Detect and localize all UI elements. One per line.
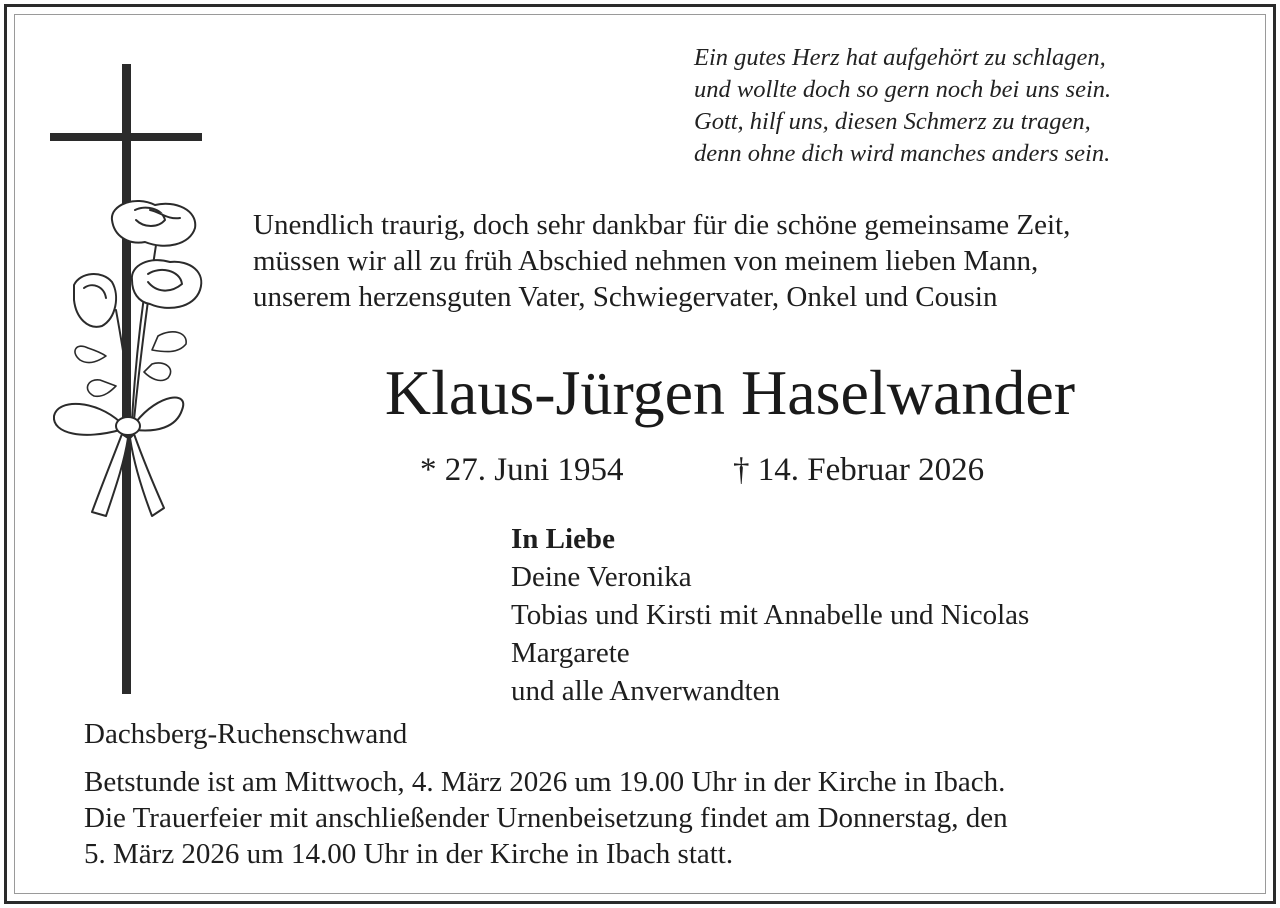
service-details [84, 764, 1234, 872]
family-member: Tobias und Kirsti mit Annabelle und Nicolas [511, 599, 1030, 631]
death-date: † 14. Februar 2026 [733, 452, 985, 488]
place-of-residence: Dachsberg-Ruchenschwand [84, 718, 408, 750]
intro-line: müssen wir all zu früh Abschied nehmen von meinem lieben Mann, [253, 245, 1039, 277]
memorial-poem [694, 42, 1234, 170]
family-signature [511, 520, 1211, 710]
service-line: 5. März 2026 um 14.00 Uhr in der Kirche in Ibach statt. [84, 838, 734, 870]
deceased-name: Klaus-Jürgen Haselwander [384, 357, 1076, 428]
intro-text [253, 207, 1263, 315]
poem-line: denn ohne dich wird manches anders sein. [694, 140, 1111, 167]
intro-line: Unendlich traurig, doch sehr dankbar für die schöne gemeinsame Zeit, [253, 209, 1071, 241]
poem-line: und wollte doch so gern noch bei uns sein. [694, 76, 1112, 103]
poem-line: Gott, hilf uns, diesen Schmerz zu tragen, [694, 108, 1091, 135]
family-member: Deine Veronika [511, 561, 692, 593]
cross-with-roses-icon [40, 60, 210, 700]
birth-date: * 27. Juni 1954 [420, 452, 624, 488]
poem-line: Ein gutes Herz hat aufgehört zu schlagen, [694, 44, 1106, 71]
service-line: Betstunde ist am Mittwoch, 4. März 2026 um 19.00 Uhr in der Kirche in Ibach. [84, 766, 1006, 798]
family-member: und alle Anverwandten [511, 675, 780, 707]
intro-line: unserem herzensguten Vater, Schwiegervater, Onkel und Cousin [253, 281, 998, 313]
family-member: Margarete [511, 637, 630, 669]
signature-lead: In Liebe [511, 523, 615, 555]
service-line: Die Trauerfeier mit anschließender Urnenbeisetzung findet am Donnerstag, den [84, 802, 1008, 834]
